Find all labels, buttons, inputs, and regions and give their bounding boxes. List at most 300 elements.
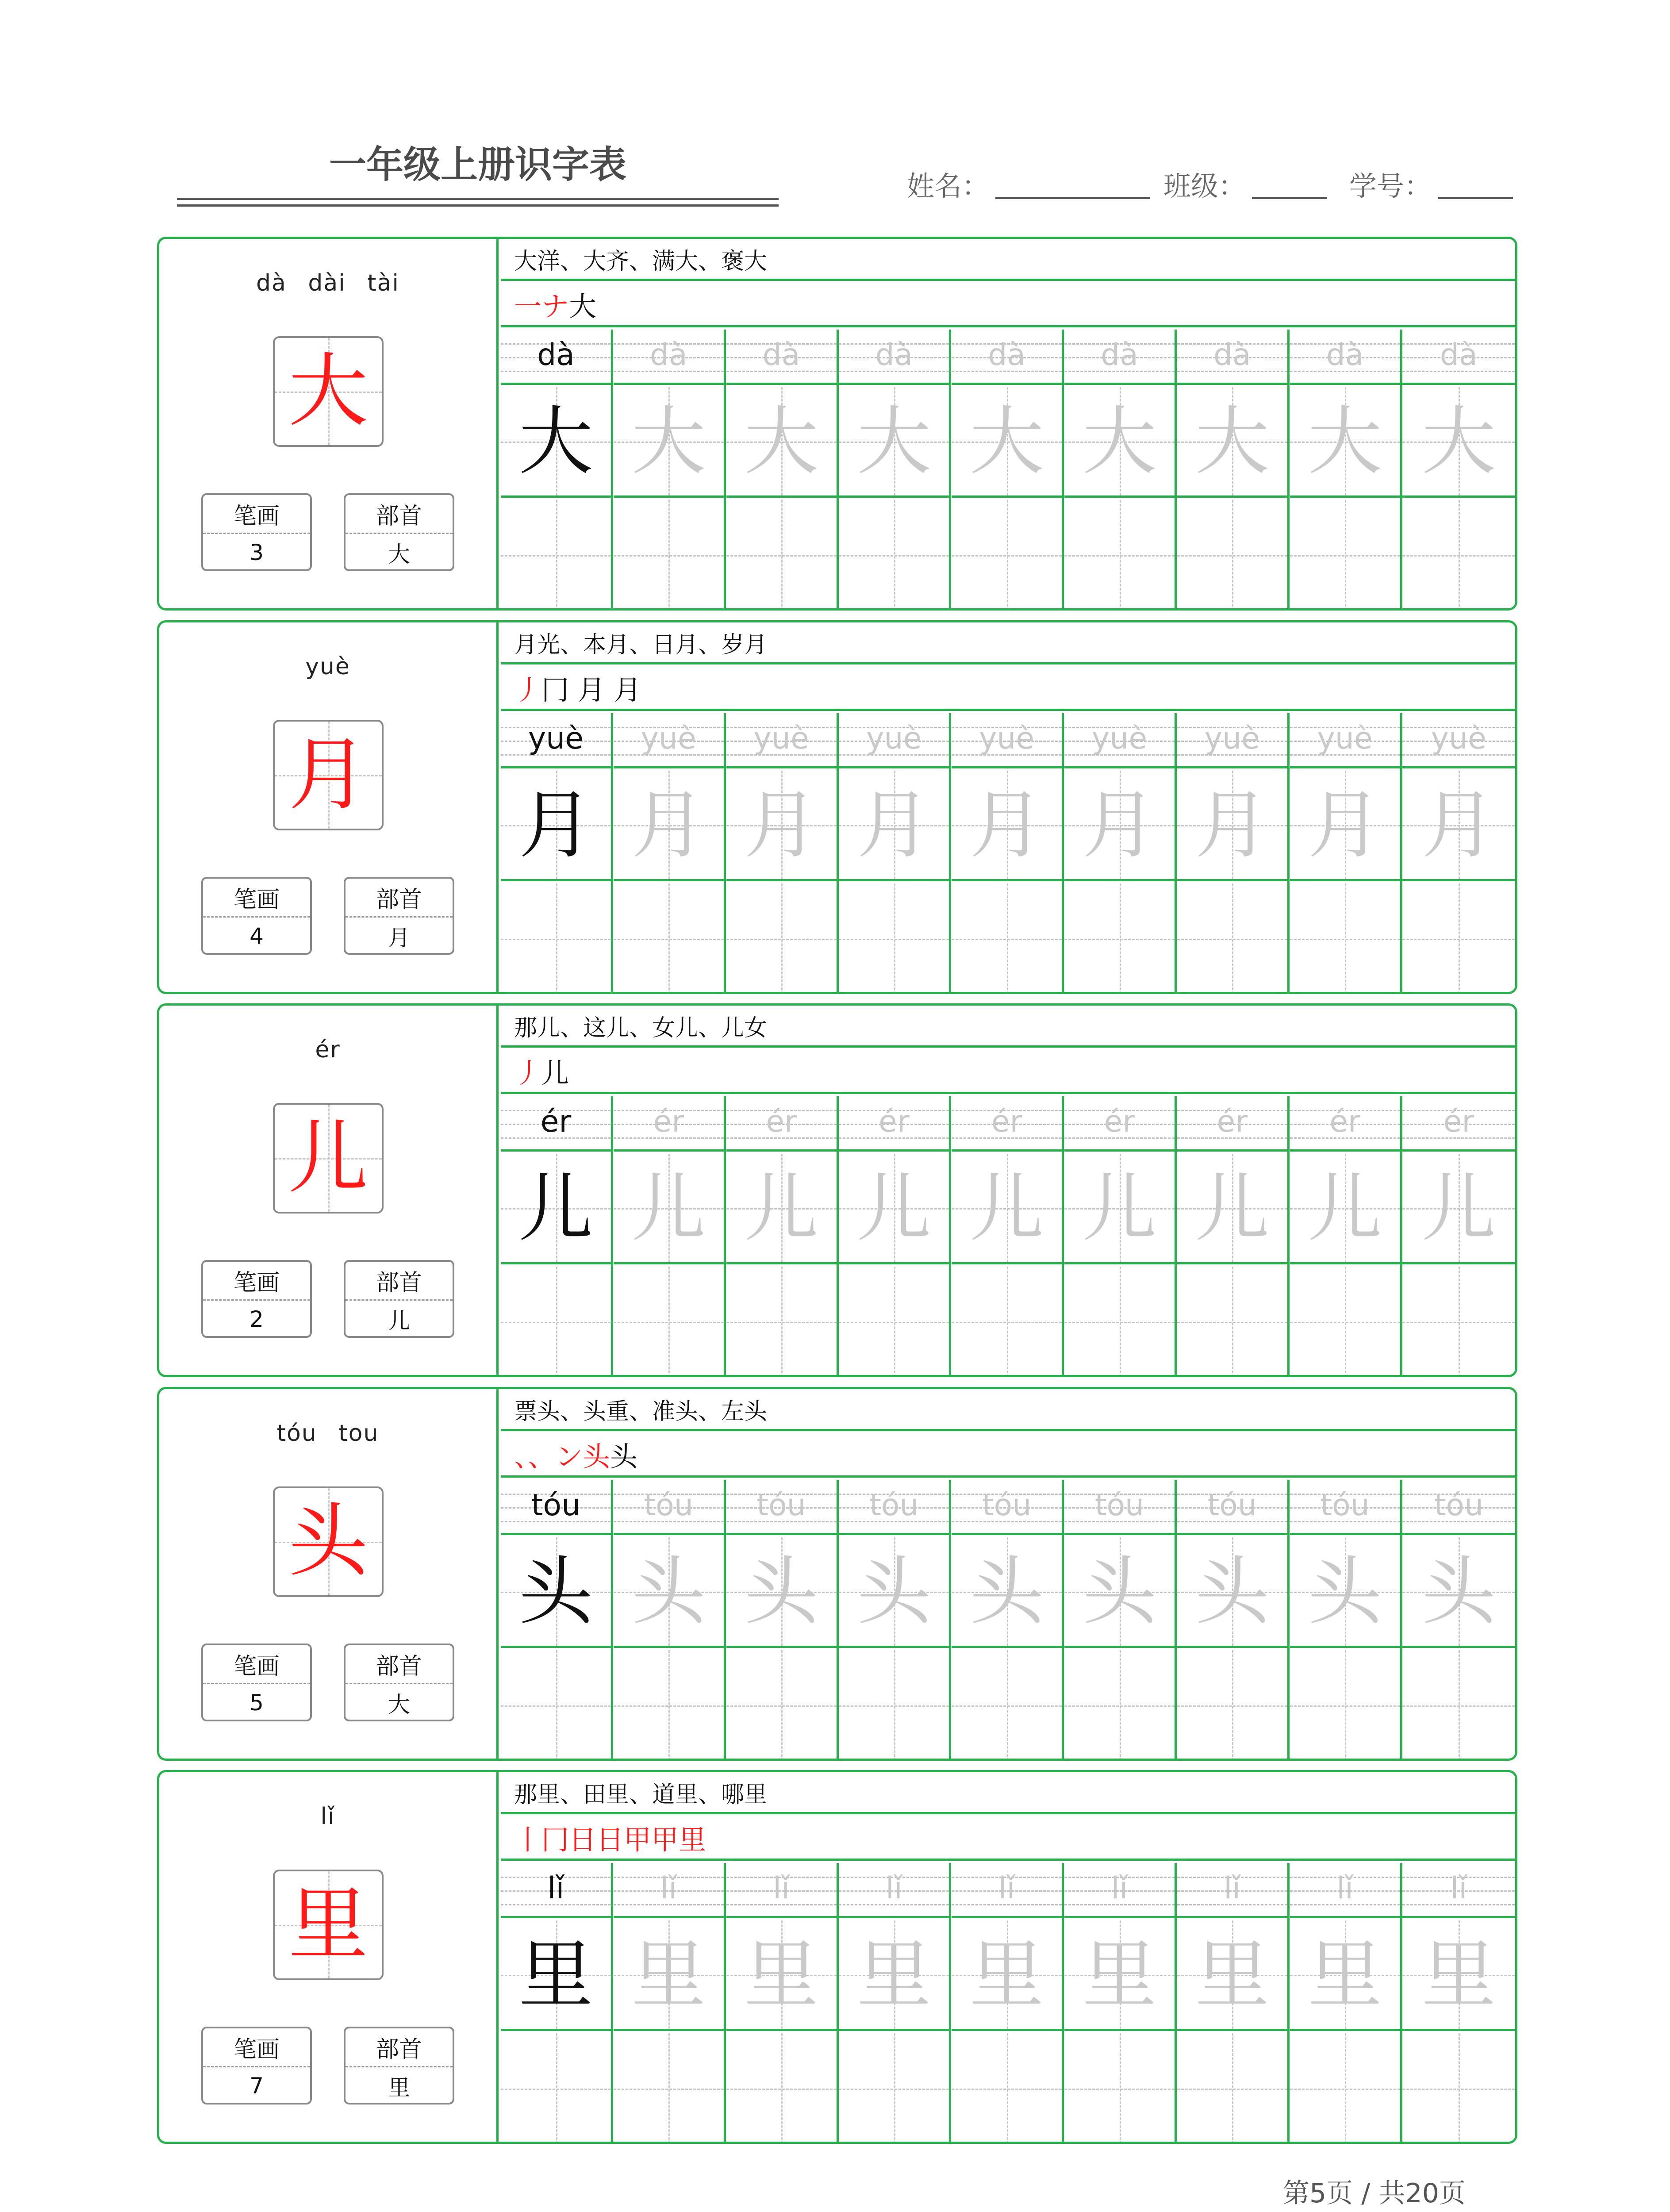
practice-column [1402, 1096, 1515, 1375]
practice-column [726, 1096, 839, 1375]
practice-column [501, 1096, 613, 1375]
pinyin-writing-cell[interactable] [1290, 330, 1400, 385]
character-info-panel [159, 622, 499, 992]
main-character: 儿 [288, 1112, 368, 1204]
practice-column [1402, 330, 1515, 608]
character-trace: 月 [1421, 781, 1496, 868]
blank-writing-cell[interactable] [1290, 2033, 1400, 2144]
stroke-count-box [201, 2027, 312, 2104]
pinyin-trace: tóu [644, 1488, 693, 1523]
pinyin-trace: tóu [1434, 1488, 1484, 1523]
character-trace: 头 [1195, 1548, 1270, 1635]
pinyin-writing-cell[interactable] [726, 1863, 837, 1918]
character-writing-cell[interactable] [839, 1537, 949, 1648]
pinyin-writing-cell[interactable] [1177, 330, 1287, 385]
practice-column [501, 330, 613, 608]
pinyin-trace: lǐ [998, 1871, 1015, 1906]
blank-writing-cell[interactable] [1290, 1650, 1400, 1761]
radical-box [344, 877, 454, 955]
pinyin-writing-cell[interactable] [952, 1096, 1062, 1152]
stroke-order [501, 1433, 1515, 1478]
pinyin-writing-cell[interactable] [1290, 1096, 1400, 1152]
character-writing-cell[interactable] [839, 771, 949, 881]
stroke-order [501, 1816, 1515, 1861]
pinyin-trace: ér [1104, 1104, 1135, 1139]
character-writing-cell[interactable] [1177, 1154, 1287, 1264]
practice-column [839, 1863, 951, 2142]
character-trace: 头 [856, 1548, 931, 1635]
character-trace: 儿 [1195, 1164, 1270, 1252]
character-trace: 里 [1195, 1931, 1270, 2018]
radical-value: 大 [388, 541, 410, 567]
character-trace: 头 [1308, 1548, 1382, 1635]
practice-grid [501, 1863, 1515, 2142]
pinyin-model: yuè [528, 721, 584, 756]
character-writing-cell[interactable] [952, 771, 1062, 881]
stroke-count-box [201, 877, 312, 955]
radical-box [344, 1644, 454, 1721]
stroke-count-box [201, 1260, 312, 1338]
character-writing-cell[interactable] [952, 1537, 1062, 1648]
radical-value: 大 [388, 1692, 410, 1717]
radical-label: 部首 [346, 1645, 453, 1684]
pinyin-writing-cell[interactable] [839, 713, 949, 768]
practice-column [1177, 1863, 1290, 2142]
practice-column [1402, 1863, 1515, 2142]
character-writing-cell[interactable] [1290, 387, 1400, 498]
character-trace: 儿 [744, 1164, 819, 1252]
pinyin-writing-cell[interactable] [839, 330, 949, 385]
pinyin-writing-cell[interactable] [952, 1480, 1062, 1535]
blank-writing-cell[interactable] [1402, 2033, 1515, 2144]
blank-writing-cell[interactable] [501, 1267, 611, 1377]
character-pinyin: tóu tou [276, 1420, 379, 1447]
character-writing-cell[interactable] [1064, 1920, 1175, 2031]
character-writing-cell[interactable] [1177, 1920, 1287, 2031]
title-underline [177, 204, 779, 207]
blank-writing-cell[interactable] [614, 1650, 724, 1761]
pinyin-trace: tóu [1320, 1488, 1370, 1523]
blank-writing-cell[interactable] [952, 500, 1062, 611]
character-trace: 大 [1082, 398, 1157, 485]
pinyin-trace: dà [1101, 338, 1138, 373]
blank-writing-cell[interactable] [614, 2033, 724, 2144]
name-input-line[interactable] [995, 168, 1150, 199]
pinyin-writing-cell[interactable] [952, 713, 1062, 768]
practice-panel [501, 622, 1515, 992]
blank-writing-cell[interactable] [1177, 1267, 1287, 1377]
pinyin-trace: ér [1443, 1104, 1474, 1139]
character-writing-cell[interactable] [726, 1920, 837, 2031]
pinyin-writing-cell[interactable] [952, 330, 1062, 385]
character-trace: 大 [631, 398, 706, 485]
blank-writing-cell[interactable] [726, 1650, 837, 1761]
pinyin-trace: dà [1326, 338, 1364, 373]
character-writing-cell[interactable] [1064, 1537, 1175, 1648]
character-trace: 儿 [631, 1164, 706, 1252]
character-writing-cell[interactable] [839, 1154, 949, 1264]
blank-writing-cell[interactable] [1290, 883, 1400, 994]
practice-column [726, 330, 839, 608]
pinyin-writing-cell[interactable] [501, 713, 611, 768]
pinyin-model: tóu [531, 1488, 581, 1523]
blank-writing-cell[interactable] [614, 883, 724, 994]
stroke-order-complete: 头 [610, 1440, 638, 1473]
blank-writing-cell[interactable] [1064, 883, 1175, 994]
character-display-box [273, 1870, 384, 1980]
pinyin-writing-cell[interactable] [1064, 330, 1175, 385]
pinyin-trace: tóu [1207, 1488, 1257, 1523]
blank-writing-cell[interactable] [952, 1650, 1062, 1761]
character-card [157, 1003, 1517, 1377]
pinyin-trace: tóu [756, 1488, 806, 1523]
pinyin-trace: yuè [641, 721, 696, 756]
blank-writing-cell[interactable] [839, 500, 949, 611]
character-writing-cell[interactable] [1290, 771, 1400, 881]
practice-column [839, 330, 951, 608]
stroke-order-steps: 一ナ [514, 290, 569, 323]
character-trace: 里 [969, 1931, 1044, 2018]
radical-label: 部首 [346, 495, 453, 534]
pinyin-writing-cell[interactable] [1064, 1863, 1175, 1918]
pinyin-writing-cell[interactable] [501, 1480, 611, 1535]
blank-writing-cell[interactable] [726, 883, 837, 994]
character-writing-cell[interactable] [1064, 771, 1175, 881]
main-character: 里 [288, 1878, 368, 1971]
character-writing-cell[interactable] [1177, 387, 1287, 498]
pinyin-writing-cell[interactable] [1290, 713, 1400, 768]
character-writing-cell[interactable] [614, 1537, 724, 1648]
character-pinyin: dà dài tài [256, 270, 399, 296]
pinyin-trace: yuè [866, 721, 922, 756]
radical-box [344, 493, 454, 571]
radical-value: 里 [388, 2075, 410, 2101]
stroke-count-label: 笔画 [203, 2028, 310, 2067]
pinyin-writing-cell[interactable] [501, 1863, 611, 1918]
pinyin-trace: tóu [982, 1488, 1032, 1523]
blank-writing-cell[interactable] [1177, 883, 1287, 994]
pinyin-writing-cell[interactable] [1177, 1863, 1287, 1918]
practice-column [1290, 1096, 1402, 1375]
character-writing-cell[interactable] [501, 1154, 611, 1264]
blank-writing-cell[interactable] [1064, 1267, 1175, 1377]
pinyin-writing-cell[interactable] [614, 713, 724, 768]
practice-panel [501, 239, 1515, 608]
pinyin-writing-cell[interactable] [839, 1480, 949, 1535]
character-writing-cell[interactable] [1402, 1920, 1515, 2031]
character-info-panel [159, 239, 499, 608]
pinyin-writing-cell[interactable] [726, 713, 837, 768]
class-field[interactable] [1163, 164, 1327, 204]
radical-label: 部首 [346, 879, 453, 918]
character-card [157, 237, 1517, 611]
character-info-panel [159, 1006, 499, 1375]
blank-writing-cell[interactable] [1064, 1650, 1175, 1761]
character-writing-cell[interactable] [1402, 1537, 1515, 1648]
character-model: 大 [518, 398, 593, 485]
student-id-field[interactable] [1349, 164, 1513, 204]
pinyin-writing-cell[interactable] [1177, 1480, 1287, 1535]
stroke-order-steps: 、、ン头 [514, 1440, 610, 1473]
stroke-order [501, 283, 1515, 327]
character-writing-cell[interactable] [726, 1537, 837, 1648]
name-field[interactable] [907, 164, 1150, 204]
character-writing-cell[interactable] [614, 387, 724, 498]
character-writing-cell[interactable] [614, 1154, 724, 1264]
student-id-label: 学号： [1349, 169, 1432, 202]
character-writing-cell[interactable] [1177, 1537, 1287, 1648]
practice-grid [501, 713, 1515, 992]
character-card [157, 1770, 1517, 2144]
character-trace: 儿 [1421, 1164, 1496, 1252]
pinyin-trace: lǐ [885, 1871, 902, 1906]
pinyin-writing-cell[interactable] [1402, 330, 1515, 385]
pinyin-writing-cell[interactable] [726, 1096, 837, 1152]
blank-writing-cell[interactable] [839, 1267, 949, 1377]
character-trace: 里 [631, 1931, 706, 2018]
practice-column [501, 713, 613, 992]
blank-writing-cell[interactable] [839, 883, 949, 994]
character-trace: 大 [969, 398, 1044, 485]
pinyin-writing-cell[interactable] [614, 1096, 724, 1152]
blank-writing-cell[interactable] [1177, 500, 1287, 611]
character-pinyin: lǐ [320, 1803, 335, 1830]
blank-writing-cell[interactable] [952, 883, 1062, 994]
pinyin-writing-cell[interactable] [726, 330, 837, 385]
character-trace: 里 [856, 1931, 931, 2018]
pinyin-writing-cell[interactable] [1402, 1096, 1515, 1152]
practice-panel [501, 1772, 1515, 2142]
practice-column [1064, 713, 1177, 992]
pinyin-writing-cell[interactable] [1064, 713, 1175, 768]
pinyin-writing-cell[interactable] [839, 1863, 949, 1918]
blank-writing-cell[interactable] [1064, 2033, 1175, 2144]
stroke-count-box [201, 1644, 312, 1721]
blank-writing-cell[interactable] [501, 1650, 611, 1761]
character-writing-cell[interactable] [726, 1154, 837, 1264]
practice-column [1064, 330, 1177, 608]
practice-column [1402, 713, 1515, 992]
practice-column [839, 713, 951, 992]
blank-writing-cell[interactable] [1402, 1267, 1515, 1377]
pinyin-trace: dà [988, 338, 1026, 373]
radical-box [344, 1260, 454, 1338]
pinyin-writing-cell[interactable] [1402, 1863, 1515, 1918]
blank-writing-cell[interactable] [501, 2033, 611, 2144]
character-writing-cell[interactable] [1402, 771, 1515, 881]
character-writing-cell[interactable] [614, 771, 724, 881]
character-writing-cell[interactable] [1290, 1154, 1400, 1264]
character-writing-cell[interactable] [952, 387, 1062, 498]
stroke-order [501, 1050, 1515, 1094]
radical-label: 部首 [346, 2028, 453, 2067]
character-trace: 头 [969, 1548, 1044, 1635]
pinyin-writing-cell[interactable] [1402, 1480, 1515, 1535]
pinyin-model: lǐ [547, 1871, 564, 1906]
blank-writing-cell[interactable] [1290, 1267, 1400, 1377]
character-trace: 月 [1308, 781, 1382, 868]
class-input-line[interactable] [1252, 168, 1327, 199]
practice-column [726, 713, 839, 992]
pinyin-trace: yuè [1091, 721, 1148, 756]
practice-column [1064, 1096, 1177, 1375]
blank-writing-cell[interactable] [1064, 500, 1175, 611]
practice-column [1177, 1480, 1290, 1759]
blank-writing-cell[interactable] [1402, 883, 1515, 994]
pinyin-writing-cell[interactable] [839, 1096, 949, 1152]
blank-writing-cell[interactable] [501, 500, 611, 611]
character-writing-cell[interactable] [501, 1920, 611, 2031]
pinyin-trace: tóu [869, 1488, 919, 1523]
character-trace: 大 [744, 398, 819, 485]
character-display-box [273, 336, 384, 447]
pinyin-writing-cell[interactable] [726, 1480, 837, 1535]
character-writing-cell[interactable] [501, 387, 611, 498]
stroke-order-steps: 丿 [514, 674, 542, 706]
character-writing-cell[interactable] [839, 1920, 949, 2031]
character-trace: 里 [744, 1931, 819, 2018]
radical-label: 部首 [346, 1262, 453, 1301]
stroke-count-value: 3 [250, 540, 264, 565]
character-writing-cell[interactable] [1064, 1154, 1175, 1264]
character-model: 里 [518, 1931, 593, 2018]
pinyin-writing-cell[interactable] [952, 1863, 1062, 1918]
pinyin-writing-cell[interactable] [1290, 1863, 1400, 1918]
practice-column [1064, 1863, 1177, 2142]
blank-writing-cell[interactable] [839, 1650, 949, 1761]
character-writing-cell[interactable] [1064, 387, 1175, 498]
pinyin-writing-cell[interactable] [614, 1863, 724, 1918]
pinyin-trace: yuè [1431, 721, 1486, 756]
blank-writing-cell[interactable] [726, 500, 837, 611]
stroke-count-label: 笔画 [203, 1262, 310, 1301]
pinyin-writing-cell[interactable] [1290, 1480, 1400, 1535]
blank-writing-cell[interactable] [1177, 2033, 1287, 2144]
pinyin-writing-cell[interactable] [501, 1096, 611, 1152]
pinyin-trace: lǐ [1450, 1871, 1467, 1906]
student-id-input-line[interactable] [1438, 168, 1513, 199]
practice-column [1177, 1096, 1290, 1375]
practice-column [726, 1480, 839, 1759]
practice-column [952, 1863, 1064, 2142]
character-writing-cell[interactable] [1177, 771, 1287, 881]
pinyin-trace: tóu [1094, 1488, 1144, 1523]
practice-grid [501, 1480, 1515, 1759]
pinyin-trace: dà [762, 338, 800, 373]
pinyin-trace: dà [1440, 338, 1478, 373]
blank-writing-cell[interactable] [726, 2033, 837, 2144]
pinyin-writing-cell[interactable] [501, 330, 611, 385]
character-trace: 头 [1082, 1548, 1157, 1635]
stroke-count-value: 7 [250, 2073, 264, 2099]
practice-grid [501, 1096, 1515, 1375]
character-trace: 月 [969, 781, 1044, 868]
blank-writing-cell[interactable] [614, 1267, 724, 1377]
character-display-box [273, 720, 384, 830]
character-writing-cell[interactable] [839, 387, 949, 498]
character-trace: 大 [856, 398, 931, 485]
blank-writing-cell[interactable] [952, 2033, 1062, 2144]
main-character: 月 [288, 729, 368, 821]
practice-column [839, 1096, 951, 1375]
pinyin-trace: lǐ [1111, 1871, 1128, 1906]
pinyin-writing-cell[interactable] [1177, 713, 1287, 768]
character-writing-cell[interactable] [1402, 387, 1515, 498]
character-writing-cell[interactable] [726, 387, 837, 498]
pinyin-writing-cell[interactable] [1177, 1096, 1287, 1152]
pinyin-trace: dà [649, 338, 687, 373]
character-trace: 儿 [1308, 1164, 1382, 1252]
stroke-count-value: 5 [250, 1690, 264, 1716]
character-writing-cell[interactable] [726, 771, 837, 881]
character-writing-cell[interactable] [614, 1920, 724, 2031]
pinyin-writing-cell[interactable] [614, 330, 724, 385]
character-trace: 儿 [1082, 1164, 1157, 1252]
pinyin-trace: yuè [979, 721, 1035, 756]
blank-writing-cell[interactable] [839, 2033, 949, 2144]
blank-writing-cell[interactable] [1290, 500, 1400, 611]
blank-writing-cell[interactable] [1402, 500, 1515, 611]
pinyin-writing-cell[interactable] [1402, 713, 1515, 768]
pinyin-writing-cell[interactable] [1064, 1096, 1175, 1152]
character-writing-cell[interactable] [1402, 1154, 1515, 1264]
pinyin-trace: ér [1217, 1104, 1248, 1139]
example-words: 那里、田里、道里、哪里 [501, 1772, 1515, 1814]
character-trace: 月 [1082, 781, 1157, 868]
class-label: 班级： [1163, 169, 1246, 202]
pinyin-trace: ér [653, 1104, 684, 1139]
practice-column [501, 1480, 613, 1759]
blank-writing-cell[interactable] [501, 883, 611, 994]
character-trace: 里 [1308, 1931, 1382, 2018]
character-trace: 儿 [969, 1164, 1044, 1252]
character-trace: 头 [631, 1548, 706, 1635]
character-writing-cell[interactable] [501, 1537, 611, 1648]
pinyin-writing-cell[interactable] [614, 1480, 724, 1535]
radical-value: 月 [388, 925, 410, 951]
character-trace: 月 [631, 781, 706, 868]
blank-writing-cell[interactable] [952, 1267, 1062, 1377]
character-pinyin: yuè [305, 653, 350, 680]
example-words: 月光、本月、日月、岁月 [501, 622, 1515, 664]
main-character: 大 [288, 345, 368, 438]
blank-writing-cell[interactable] [1402, 1650, 1515, 1761]
blank-writing-cell[interactable] [1177, 1650, 1287, 1761]
practice-column [952, 1480, 1064, 1759]
character-display-box [273, 1103, 384, 1214]
practice-column [1290, 713, 1402, 992]
character-writing-cell[interactable] [1290, 1537, 1400, 1648]
radical-value: 儿 [388, 1308, 410, 1334]
character-writing-cell[interactable] [952, 1920, 1062, 2031]
character-writing-cell[interactable] [501, 771, 611, 881]
blank-writing-cell[interactable] [726, 1267, 837, 1377]
pinyin-trace: lǐ [1336, 1871, 1353, 1906]
blank-writing-cell[interactable] [614, 500, 724, 611]
stroke-order-steps: 丨冂日日甲甲里 [514, 1824, 706, 1856]
character-writing-cell[interactable] [1290, 1920, 1400, 2031]
character-writing-cell[interactable] [952, 1154, 1062, 1264]
pinyin-trace: ér [991, 1104, 1022, 1139]
pinyin-writing-cell[interactable] [1064, 1480, 1175, 1535]
practice-column [1064, 1480, 1177, 1759]
pinyin-trace: dà [1213, 338, 1251, 373]
character-card [157, 620, 1517, 994]
practice-column [726, 1863, 839, 2142]
practice-column [1290, 1480, 1402, 1759]
pinyin-trace: dà [875, 338, 913, 373]
character-info-panel [159, 1772, 499, 2142]
